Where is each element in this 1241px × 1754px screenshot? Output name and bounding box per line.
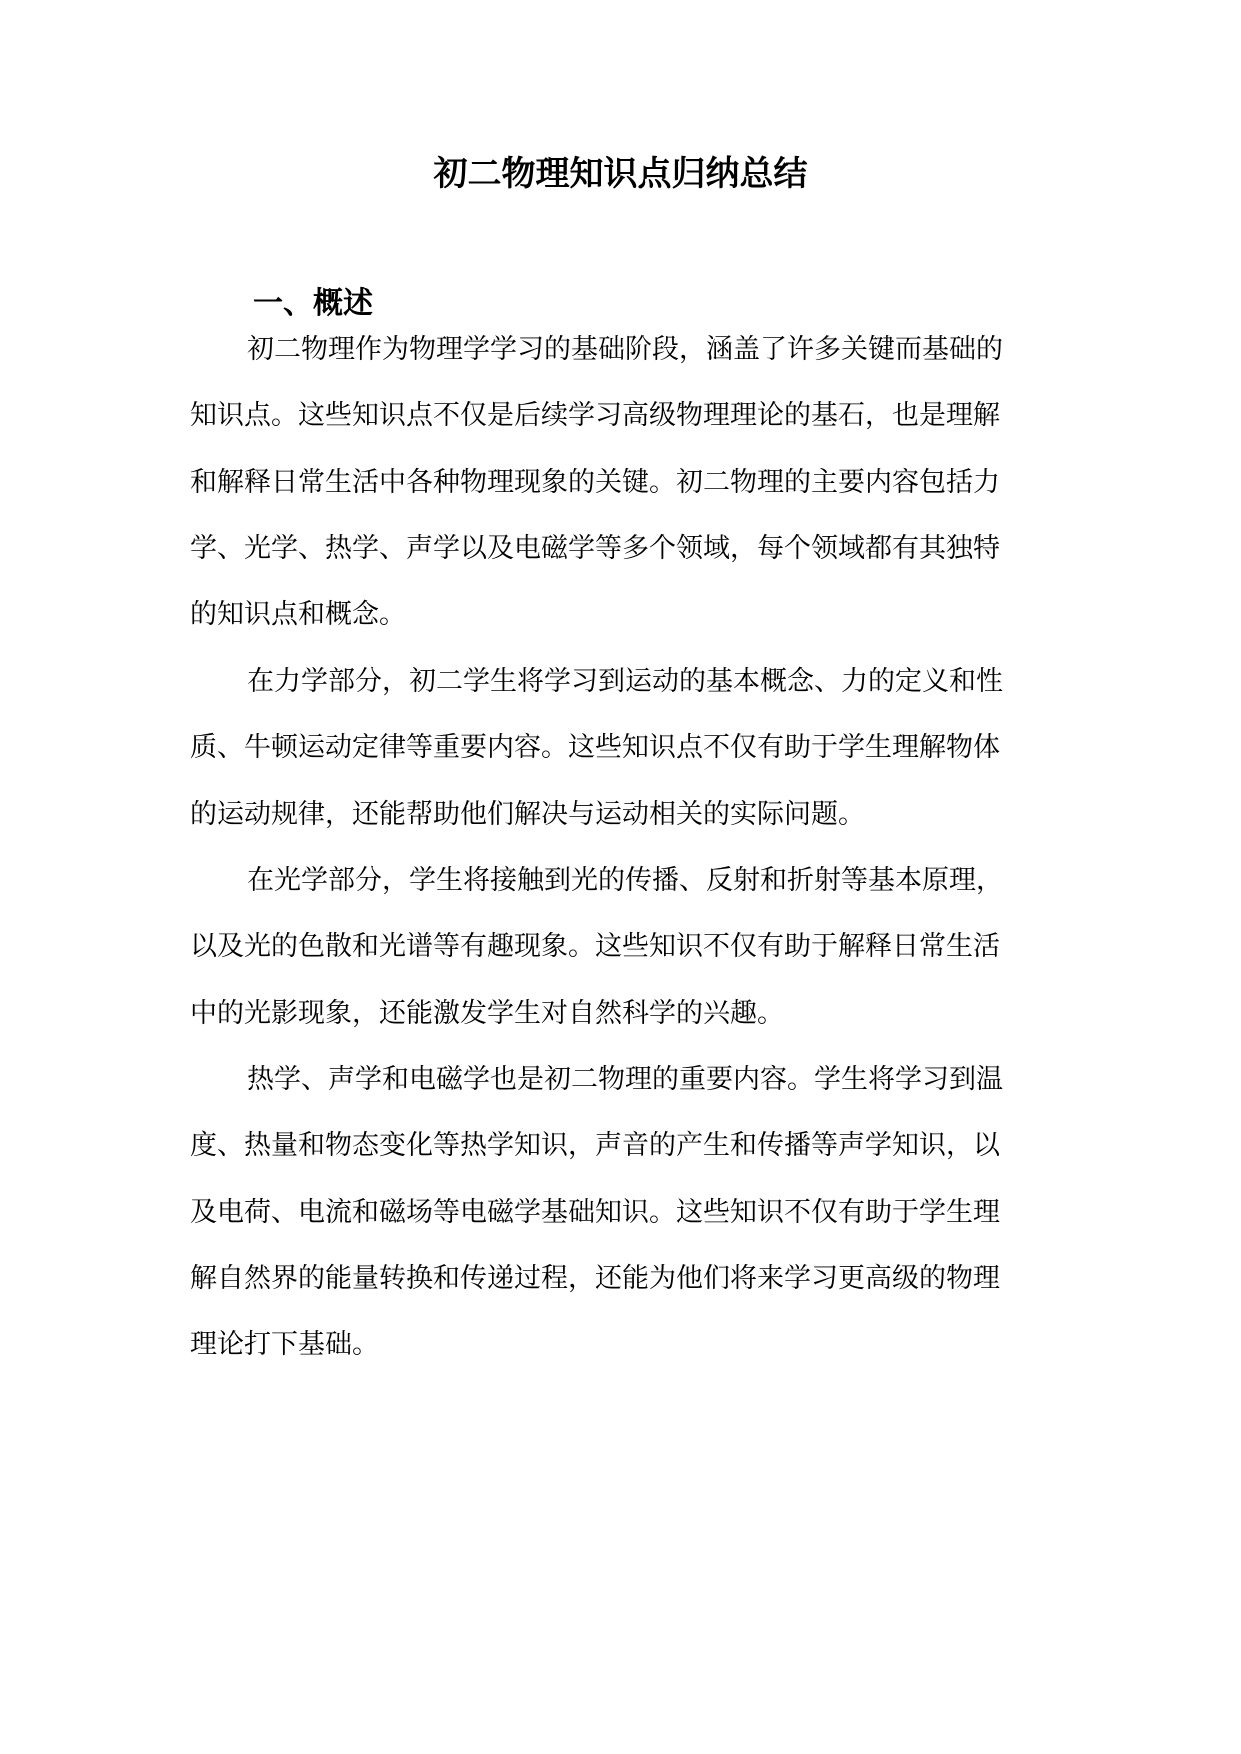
- paragraph-line: 理论打下基础。: [190, 1329, 379, 1360]
- paragraph-line: 的知识点和概念。: [190, 599, 406, 630]
- paragraph-line: 解自然界的能量转换和传递过程，还能为他们将来学习更高级的物理: [190, 1263, 1000, 1294]
- paragraph-line: 度、热量和物态变化等热学知识，声音的产生和传播等声学知识，以: [190, 1130, 1000, 1161]
- paragraph-line: 热学、声学和电磁学也是初二物理的重要内容。学生将学习到温: [247, 1064, 1003, 1095]
- section-heading: 一、概述: [253, 286, 373, 321]
- paragraph-line: 质、牛顿运动定律等重要内容。这些知识点不仅有助于学生理解物体: [190, 732, 1000, 763]
- paragraph-line: 的运动规律，还能帮助他们解决与运动相关的实际问题。: [190, 799, 865, 830]
- paragraph-line: 及电荷、电流和磁场等电磁学基础知识。这些知识不仅有助于学生理: [190, 1197, 1000, 1228]
- paragraph-line: 在光学部分，学生将接触到光的传播、反射和折射等基本原理，: [247, 865, 1003, 896]
- paragraph-line: 学、光学、热学、声学以及电磁学等多个领域，每个领域都有其独特: [190, 533, 1000, 564]
- paragraph-line: 和解释日常生活中各种物理现象的关键。初二物理的主要内容包括力: [190, 467, 1000, 498]
- paragraph-line: 在力学部分，初二学生将学习到运动的基本概念、力的定义和性: [247, 666, 1003, 697]
- paragraph-line: 中的光影现象，还能激发学生对自然科学的兴趣。: [190, 998, 784, 1029]
- document-title: 初二物理知识点归纳总结: [433, 154, 808, 194]
- paragraph-line: 知识点。这些知识点不仅是后续学习高级物理理论的基石，也是理解: [190, 400, 1000, 431]
- paragraph-line: 以及光的色散和光谱等有趣现象。这些知识不仅有助于解释日常生活: [190, 931, 1000, 962]
- paragraph-line: 初二物理作为物理学学习的基础阶段，涵盖了许多关键而基础的: [247, 334, 1003, 365]
